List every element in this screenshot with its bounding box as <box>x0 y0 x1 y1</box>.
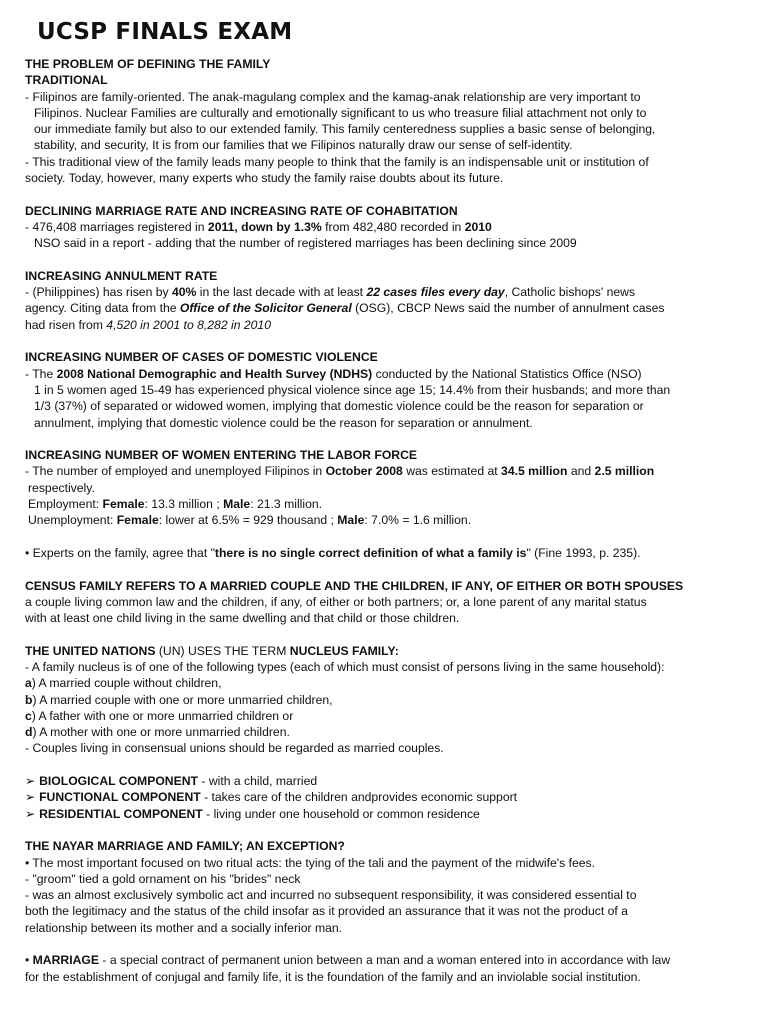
paragraph-line: stability, and security, It is from our families that we Filipinos naturally draw our sense of self-identity. <box>34 138 573 153</box>
paragraph-line: with at least one child living in the same dwelling and that child or those children. <box>25 611 460 626</box>
paragraph-line: relationship between its mother and a socially inferior man. <box>25 920 343 935</box>
paragraph-line: had risen from 4,520 in 2001 to 8,282 in 2010 <box>25 317 271 332</box>
component-item-biological: ➢ BIOLOGICAL COMPONENT - with a child, married <box>25 774 318 789</box>
paragraph-line: • The most important focused on two ritual acts: the tying of the tali and the payment of the midwife's fees. <box>25 855 595 870</box>
paragraph-line: both the legitimacy and the status of the child insofar as it provided an assurance that it was not the product of a <box>25 904 628 919</box>
component-item-residential: ➢ RESIDENTIAL COMPONENT - living under one household or common residence <box>25 806 480 821</box>
section-heading-annulment: INCREASING ANNULMENT RATE <box>25 268 218 283</box>
list-item: a) A married couple without children, <box>25 676 222 691</box>
paragraph-line: - The number of employed and unemployed Filipinos in October 2008 was estimated at 34.5 million and 2.5 million <box>25 464 655 479</box>
paragraph-line: - A family nucleus is of one of the following types (each of which must consist of persons living in the same household): <box>25 659 665 674</box>
subheading-traditional: TRADITIONAL <box>25 73 108 88</box>
section-heading-census-family: CENSUS FAMILY REFERS TO A MARRIED COUPLE AND THE CHILDREN, IF ANY, OF EITHER OR BOTH SPOUSES <box>25 578 684 593</box>
paragraph-line: Filipinos. Nuclear Families are culturally and emotionally significant to us who treasure filial attachment not only to <box>34 105 647 120</box>
paragraph-line: society. Today, however, many experts who study the family raise doubts about its future. <box>25 171 504 186</box>
section-heading-domestic-violence: INCREASING NUMBER OF CASES OF DOMESTIC VIOLENCE <box>25 350 378 365</box>
paragraph-line: agency. Citing data from the Office of the Solicitor General (OSG), CBCP News said the number of annulment cases <box>25 301 665 316</box>
component-item-functional: ➢ FUNCTIONAL COMPONENT - takes care of the children andprovides economic support <box>25 790 518 805</box>
paragraph-line: a couple living common law and the children, if any, of either or both partners; or, a lone parent of any marital status <box>25 594 647 609</box>
paragraph-line: - 476,408 marriages registered in 2011, down by 1.3% from 482,480 recorded in 2010 <box>25 219 492 234</box>
paragraph-line: our immediate family but also to our extended family. This family centeredness supplies a basic sense of belonging, <box>34 122 656 137</box>
paragraph-line: - Filipinos are family-oriented. The anak-magulang complex and the kamag-anak relationship are very important to <box>25 89 641 104</box>
marriage-definition: • MARRIAGE - a special contract of permanent union between a man and a woman entered into in accordance with law <box>25 953 671 968</box>
experts-quote: • Experts on the family, agree that "there is no single correct definition of what a family is" (Fine 1993, p. 235). <box>25 545 641 560</box>
section-heading-labor-force: INCREASING NUMBER OF WOMEN ENTERING THE LABOR FORCE <box>25 448 418 463</box>
page-title: UCSP FINALS EXAM <box>37 19 293 45</box>
arrow-bullet-icon: ➢ <box>25 774 40 789</box>
section-heading-united-nations: THE UNITED NATIONS (UN) USES THE TERM NUCLEUS FAMILY: <box>25 643 399 658</box>
document-page <box>25 18 763 985</box>
paragraph-line: Employment: Female: 13.3 million ; Male: 21.3 million. <box>28 497 323 512</box>
paragraph-line: annulment, implying that domestic violence could be the reason for separation or annulment. <box>34 415 533 430</box>
list-item: b) A married couple with one or more unmarried children, <box>25 692 333 707</box>
paragraph-line: - "groom" tied a gold ornament on his "brides" neck <box>25 871 301 886</box>
list-item: d) A mother with one or more unmarried children. <box>25 725 290 740</box>
paragraph-line: 1/3 (37%) of separated or widowed women, implying that domestic violence could be the reason for separation or <box>34 399 644 414</box>
section-heading-marriage-rate: DECLINING MARRIAGE RATE AND INCREASING RATE OF COHABITATION <box>25 203 458 218</box>
paragraph-line: NSO said in a report - adding that the number of registered marriages has been declining since 2009 <box>34 236 577 251</box>
paragraph-line: - (Philippines) has risen by 40% in the last decade with at least 22 cases files every day, Catholic bishops' news <box>25 285 636 300</box>
document-body <box>25 56 763 985</box>
paragraph-line: 1 in 5 women aged 15-49 has experienced physical violence since age 15; 14.4% from their husbands; and more than <box>34 382 671 397</box>
arrow-bullet-icon: ➢ <box>25 806 40 821</box>
paragraph-line: respectively. <box>28 480 95 495</box>
paragraph-line: - was an almost exclusively symbolic act and incurred no subsequent responsibility, it was considered essential to <box>25 888 637 903</box>
paragraph-line: - Couples living in consensual unions should be regarded as married couples. <box>25 741 444 756</box>
paragraph-line: - This traditional view of the family leads many people to think that the family is an indispensable unit or institution of <box>25 154 649 169</box>
section-heading-nayar: THE NAYAR MARRIAGE AND FAMILY; AN EXCEPTION? <box>25 839 345 854</box>
paragraph-line: Unemployment: Female: lower at 6.5% = 929 thousand ; Male: 7.0% = 1.6 million. <box>28 513 472 528</box>
list-item: c) A father with one or more unmarried children or <box>25 708 294 723</box>
paragraph-line: for the establishment of conjugal and family life, it is the foundation of the family and an inviolable social institution. <box>25 969 641 984</box>
section-heading-defining-family: THE PROBLEM OF DEFINING THE FAMILY <box>25 57 271 71</box>
paragraph-line: - The 2008 National Demographic and Health Survey (NDHS) conducted by the National Statistics Office (NSO) <box>25 366 642 381</box>
arrow-bullet-icon: ➢ <box>25 790 40 805</box>
